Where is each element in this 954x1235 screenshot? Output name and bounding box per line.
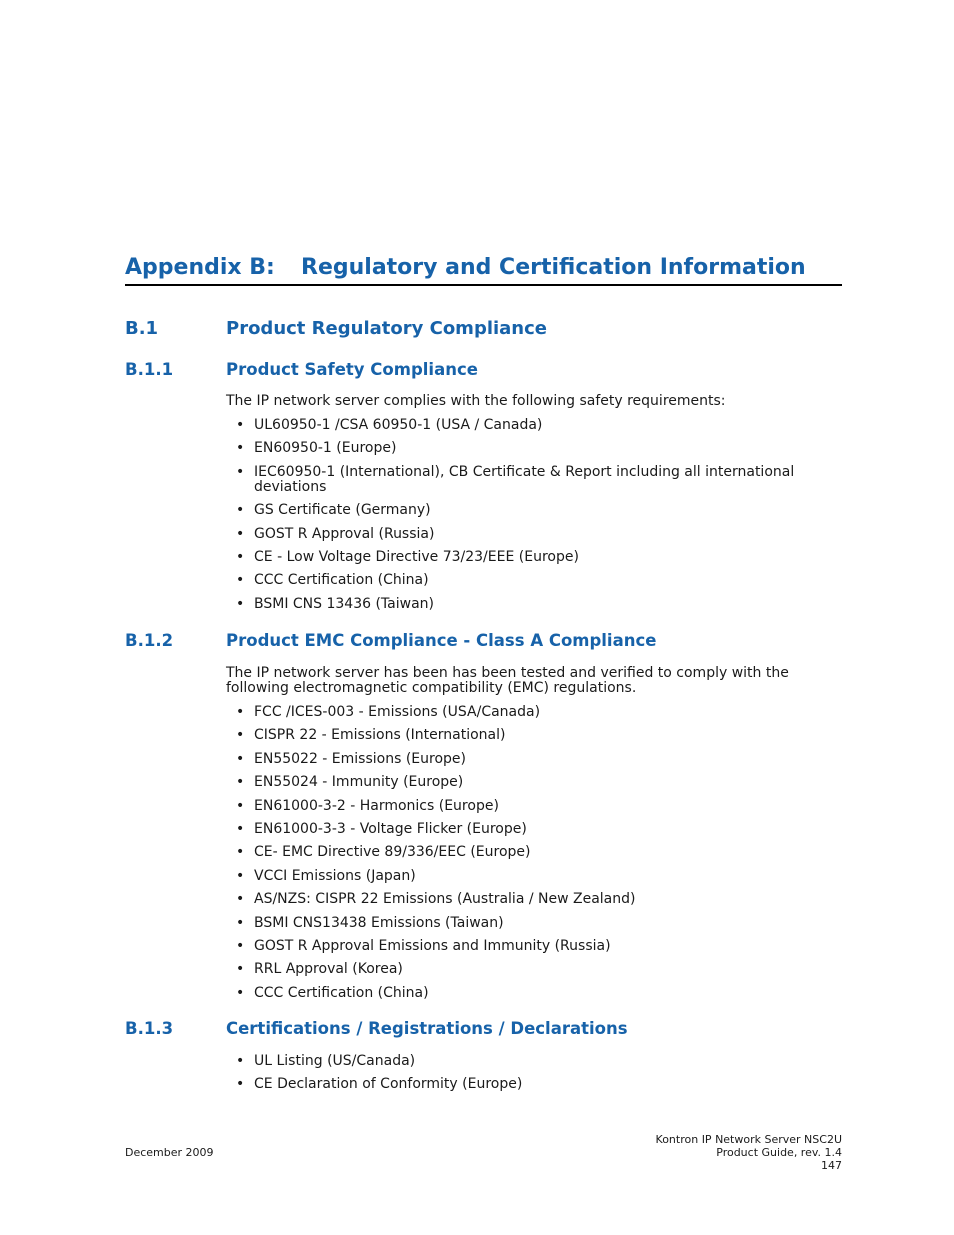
safety-compliance-list xyxy=(236,418,826,620)
section-b13-heading xyxy=(125,1019,628,1038)
section-b1-heading xyxy=(125,318,547,339)
appendix-title xyxy=(125,255,842,286)
list-item: • EN61000-3-2 - Harmonics (Europe) xyxy=(236,799,826,814)
section-number: B.1.1 xyxy=(125,360,174,379)
section-number: B.1.3 xyxy=(125,1019,174,1038)
list-item: • BSMI CNS 13436 (Taiwan) xyxy=(236,597,826,612)
section-b12-heading xyxy=(125,631,656,650)
list-item: • AS/NZS: CISPR 22 Emissions (Australia / New Zealand) xyxy=(236,892,826,907)
section-title: Certifications / Registrations / Declarations xyxy=(226,1019,628,1038)
list-item: • GOST R Approval (Russia) xyxy=(236,527,826,542)
list-item: • EN55022 - Emissions (Europe) xyxy=(236,752,826,767)
certifications-list xyxy=(236,1054,826,1101)
list-item: • GS Certificate (Germany) xyxy=(236,503,826,518)
list-item: • EN61000-3-3 - Voltage Flicker (Europe) xyxy=(236,822,826,837)
list-item: • RRL Approval (Korea) xyxy=(236,962,826,977)
list-item: • IEC60950-1 (International), CB Certificate & Report including all international deviations xyxy=(236,465,826,495)
list-item: • CE - Low Voltage Directive 73/23/EEE (Europe) xyxy=(236,550,826,565)
emc-compliance-list xyxy=(236,705,826,1009)
section-title: Product Regulatory Compliance xyxy=(226,318,548,339)
section-b11-intro: The IP network server complies with the following safety requirements: xyxy=(226,393,726,409)
list-item: • UL60950-1 /CSA 60950-1 (USA / Canada) xyxy=(236,418,826,433)
section-b12-intro: The IP network server has been has been tested and verified to comply with the following electromagnetic compatibility (EMC) regulations. xyxy=(226,665,789,696)
list-item: • EN60950-1 (Europe) xyxy=(236,441,826,456)
list-item: • BSMI CNS13438 Emissions (Taiwan) xyxy=(236,916,826,931)
footer-info xyxy=(656,1133,842,1172)
list-item: • GOST R Approval Emissions and Immunity (Russia) xyxy=(236,939,826,954)
list-item: • UL Listing (US/Canada) xyxy=(236,1054,826,1069)
footer-guide: Product Guide, rev. 1.4 xyxy=(716,1146,842,1159)
footer-date: December 2009 xyxy=(125,1146,214,1159)
list-item: • CCC Certification (China) xyxy=(236,986,826,1001)
section-title: Product Safety Compliance xyxy=(226,360,478,379)
section-number: B.1 xyxy=(125,318,159,339)
footer-page-number: 147 xyxy=(821,1159,842,1172)
list-item: • VCCI Emissions (Japan) xyxy=(236,869,826,884)
list-item: • CCC Certification (China) xyxy=(236,573,826,588)
section-number: B.1.2 xyxy=(125,631,174,650)
appendix-title-text: Regulatory and Certification Information xyxy=(301,255,806,280)
list-item: • EN55024 - Immunity (Europe) xyxy=(236,775,826,790)
footer-product: Kontron IP Network Server NSC2U xyxy=(655,1133,842,1146)
section-b11-heading xyxy=(125,360,478,379)
appendix-number: Appendix B: xyxy=(125,255,275,280)
list-item: • CISPR 22 - Emissions (International) xyxy=(236,728,826,743)
list-item: • CE Declaration of Conformity (Europe) xyxy=(236,1077,826,1092)
list-item: • FCC /ICES-003 - Emissions (USA/Canada) xyxy=(236,705,826,720)
list-item: • CE- EMC Directive 89/336/EEC (Europe) xyxy=(236,845,826,860)
section-title: Product EMC Compliance - Class A Compliance xyxy=(226,631,657,650)
